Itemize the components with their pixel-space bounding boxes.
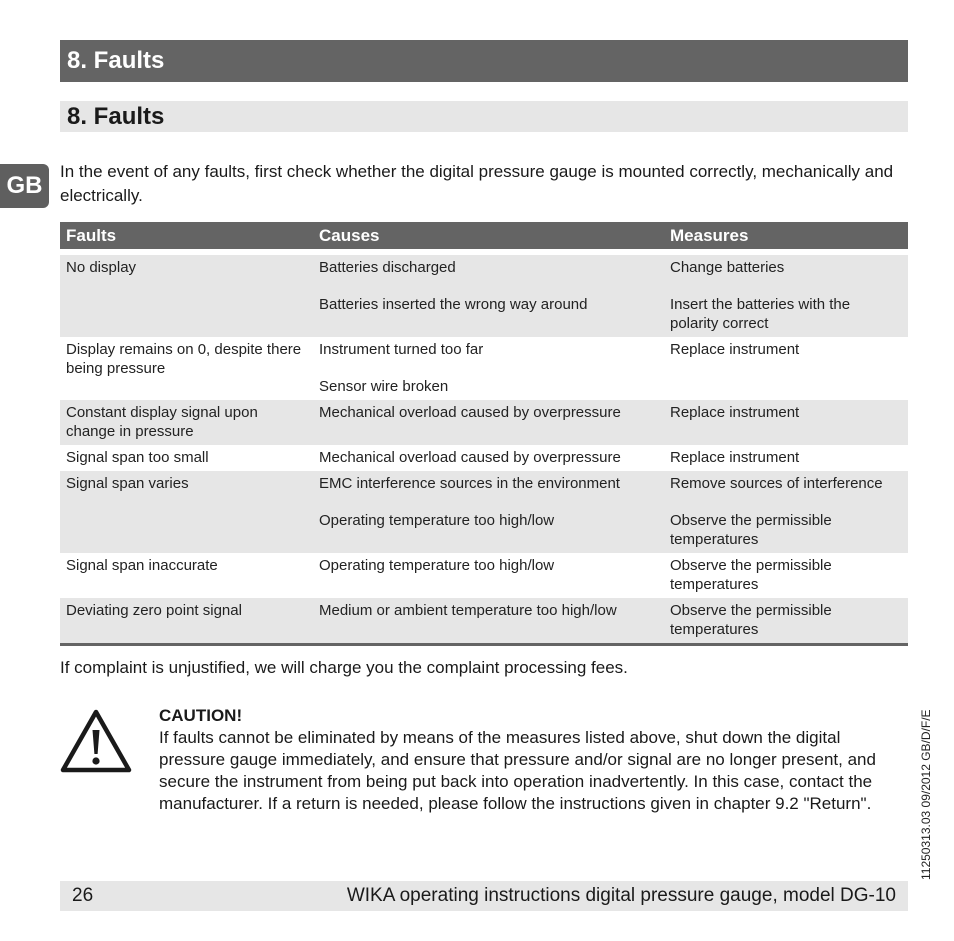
warning-triangle-icon (60, 708, 132, 774)
cause-text: Instrument turned too far (319, 341, 484, 358)
fault-cell: Signal span inaccurate (66, 557, 218, 574)
measure-text: Observe the permissible temperatures (670, 602, 832, 638)
header-causes: Causes (313, 222, 664, 252)
causes-cell (313, 337, 664, 400)
measure-text: Replace instrument (670, 449, 800, 466)
cause-text: Batteries inserted the wrong way around (319, 296, 588, 313)
measures-cell (664, 400, 908, 445)
fault-cell: Constant display signal upon change in pressure (60, 400, 313, 445)
page-number: 26 (72, 885, 94, 906)
measures-cell (664, 337, 908, 400)
cause-text: Batteries discharged (319, 259, 456, 276)
cause-text: EMC interference sources in the environment (319, 475, 620, 492)
table-row (60, 337, 908, 400)
measure-text: Replace instrument (670, 341, 800, 358)
fault-cell: Deviating zero point signal (60, 598, 313, 645)
caution-title: CAUTION! (159, 706, 243, 725)
fault-cell: No display (60, 252, 313, 337)
measure-text: Remove sources of interference (670, 475, 883, 492)
causes-cell (313, 598, 664, 645)
measure-text: Insert the batteries with the polarity correct (670, 296, 851, 332)
cause-text: Sensor wire broken (319, 378, 449, 395)
fault-cell: Signal span varies (60, 471, 313, 553)
faults-table (60, 222, 908, 646)
cause-text: Medium or ambient temperature too high/low (319, 602, 617, 619)
measure-text: Change batteries (670, 259, 785, 276)
table-row (60, 553, 908, 598)
measure-text: Observe the permissible temperatures (670, 512, 832, 548)
measure-text: Replace instrument (670, 404, 800, 421)
measures-cell (664, 252, 908, 337)
table-row (60, 252, 908, 337)
header-measures: Measures (664, 222, 908, 252)
causes-cell (313, 252, 664, 337)
table-header-row (60, 222, 908, 252)
causes-cell (313, 553, 664, 598)
measures-cell (664, 598, 908, 645)
section-title-light: 8. Faults (60, 101, 908, 132)
causes-cell (313, 445, 664, 471)
footer-title: WIKA operating instructions digital pressure gauge, model DG-10 (346, 885, 896, 906)
cause-text: Mechanical overload caused by overpressure (319, 449, 621, 466)
causes-cell (313, 471, 664, 553)
measures-cell (664, 471, 908, 553)
section-title-dark: 8. Faults (60, 40, 908, 82)
table-row (60, 445, 908, 471)
caution-text: If faults cannot be eliminated by means of the measures listed above, shut down the digital pressure gauge immediately, and ensure that pressure and/or signal are no longer present, and secure the instrument from being put back into operation inadvertently. In this case, contact the manufacturer. If a return is needed, please follow the instructions given in chapter 9.2 "Return". (159, 728, 876, 813)
table-row (60, 400, 908, 445)
complaint-note: If complaint is unjustified, we will charge you the complaint processing fees. (60, 658, 628, 677)
page-footer (60, 881, 908, 911)
cause-text: Operating temperature too high/low (319, 512, 555, 529)
language-tab: GB (0, 164, 49, 208)
cause-text: Mechanical overload caused by overpressure (319, 404, 621, 421)
intro-paragraph: In the event of any faults, first check whether the digital pressure gauge is mounted correctly, mechanically and electrically. (60, 162, 894, 205)
header-faults: Faults (60, 222, 313, 252)
fault-cell: Signal span too small (66, 449, 209, 466)
measure-text: Observe the permissible temperatures (670, 557, 832, 593)
causes-cell (313, 400, 664, 445)
measures-cell (664, 553, 908, 598)
measures-cell (664, 445, 908, 471)
fault-cell: Display remains on 0, despite there being pressure (66, 341, 302, 377)
table-row (60, 598, 908, 645)
table-row (60, 471, 908, 553)
document-code: 11250313.03 09/2012 GB/D/F/E (919, 709, 933, 880)
cause-text: Operating temperature too high/low (319, 557, 555, 574)
